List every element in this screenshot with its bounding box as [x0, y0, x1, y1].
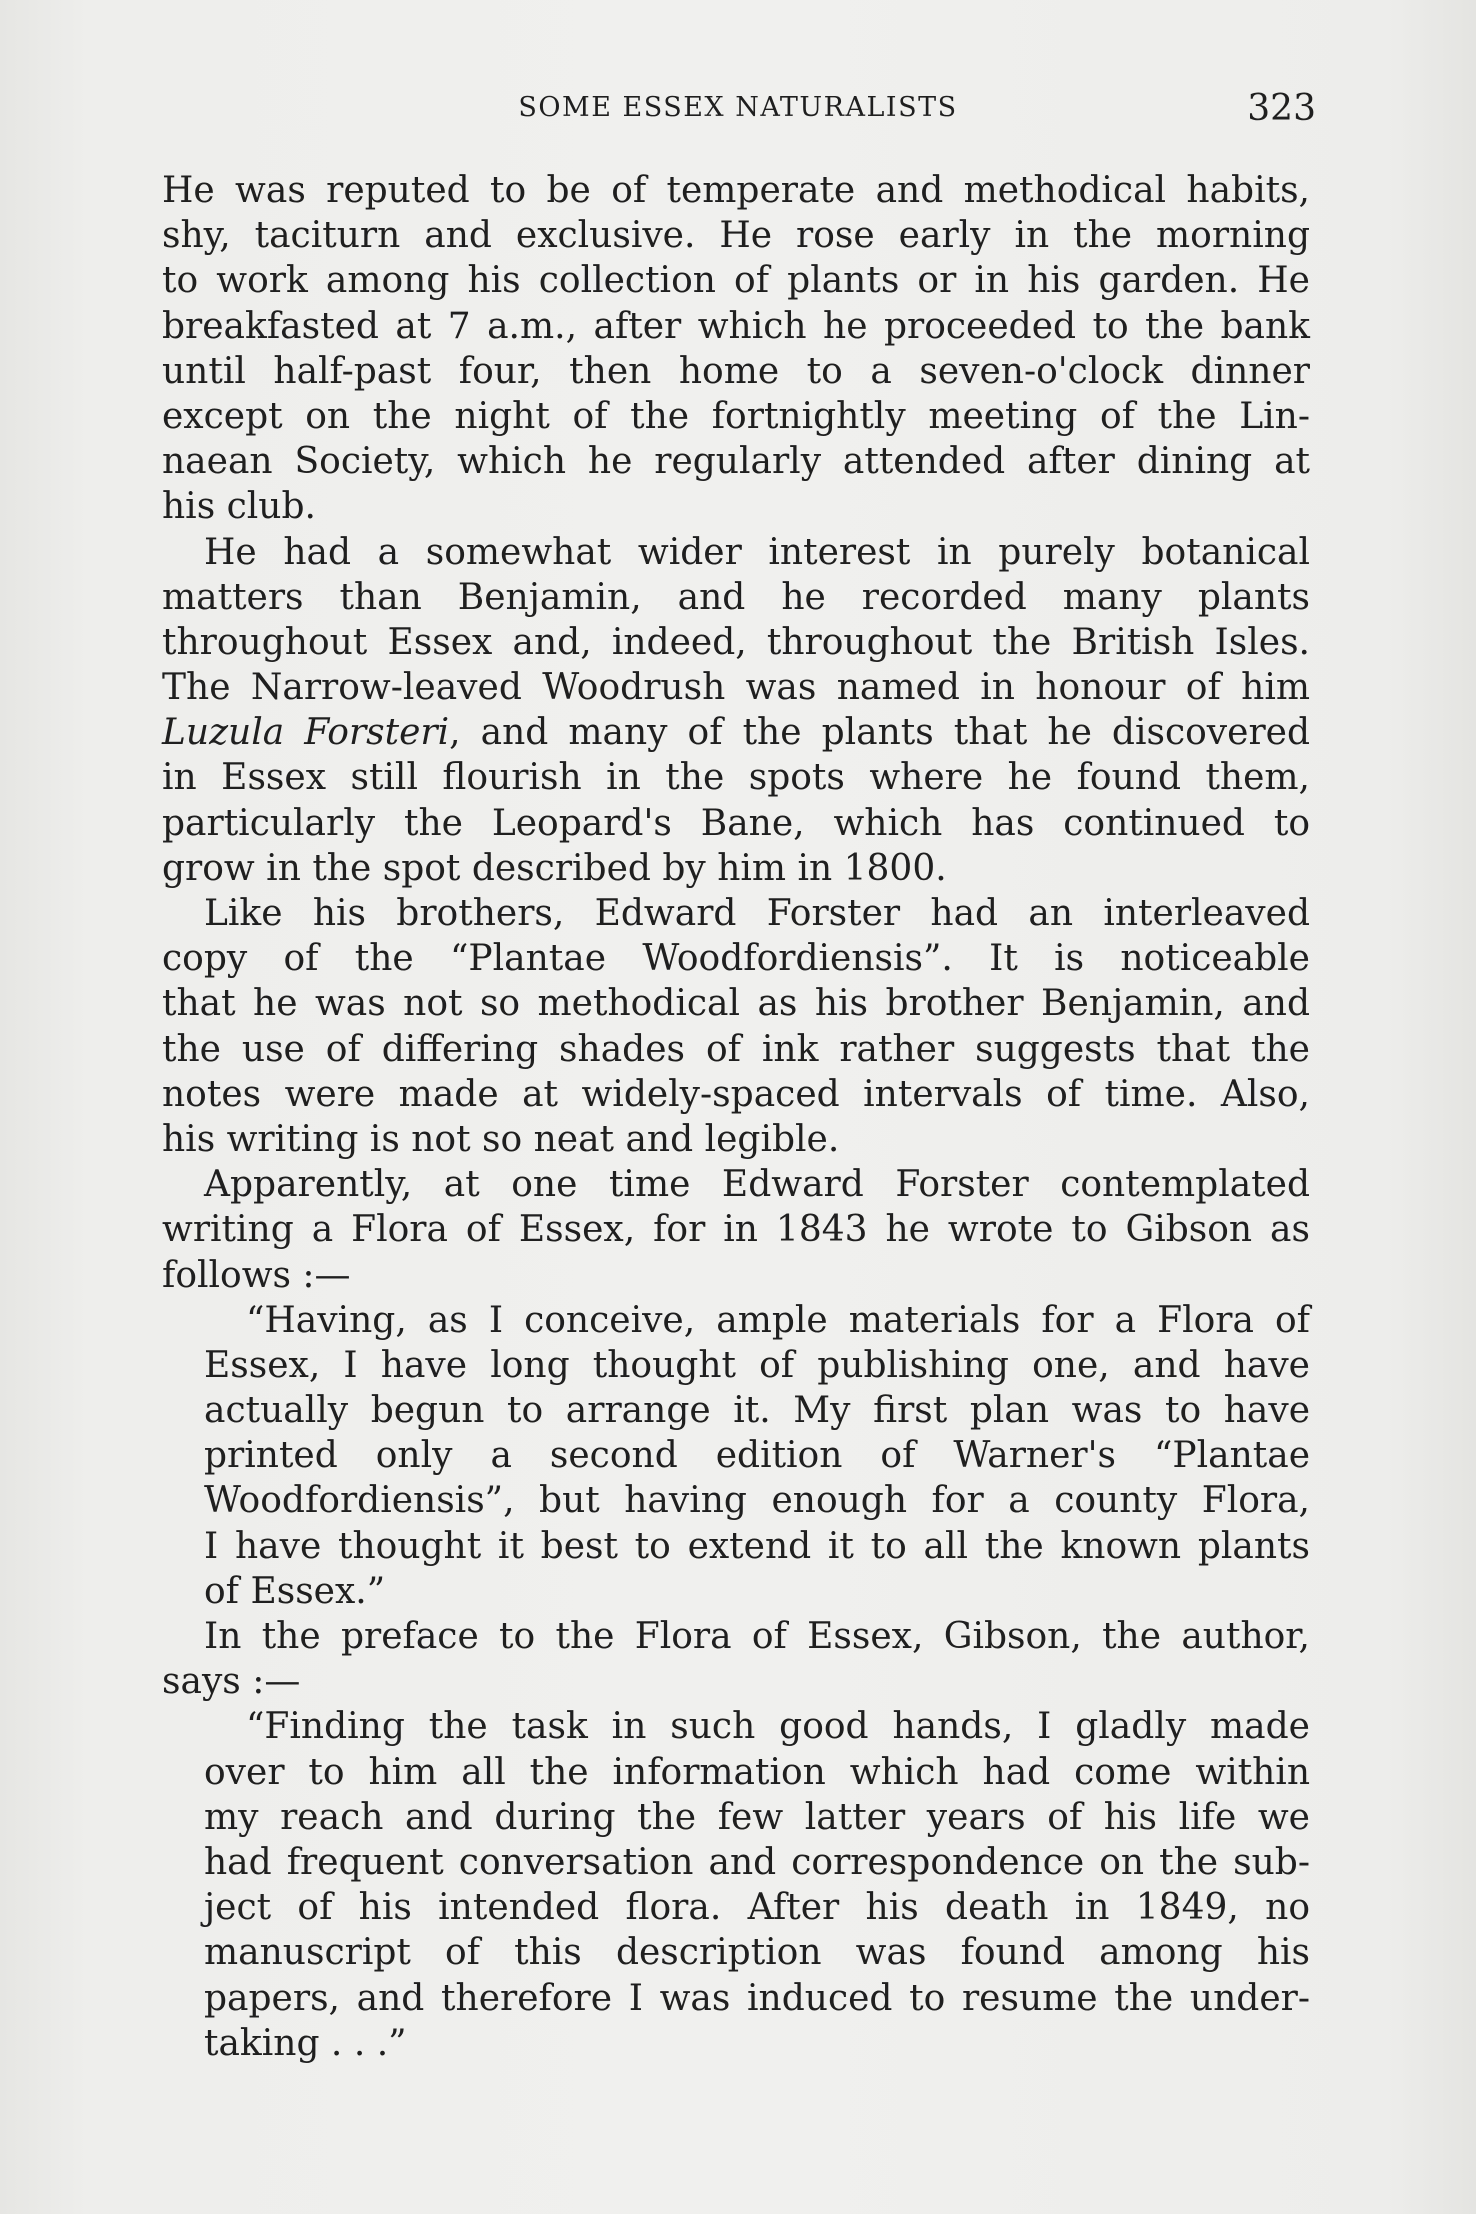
text-line: shy, taciturn and exclusive. He rose early in the morning — [162, 215, 1310, 257]
text-line: actually begun to arrange it. My first plan was to have — [204, 1390, 1310, 1432]
text-line: I have thought it best to extend it to all the known plants — [204, 1525, 1310, 1567]
text-line: says :— — [162, 1661, 301, 1703]
text-line: matters than Benjamin, and he recorded many plants — [162, 576, 1310, 618]
text-line: over to him all the information which had come within — [204, 1751, 1310, 1793]
text-line: papers, and therefore I was induced to resume the under- — [204, 1977, 1310, 2019]
text-line: of Essex.” — [204, 1570, 386, 1612]
text-line: printed only a second edition of Warner's “Plantae — [204, 1435, 1310, 1477]
running-head: SOME ESSEX NATURALISTS — [518, 92, 958, 123]
text-line: his club. — [162, 486, 316, 528]
text-line: particularly the Leopard's Bane, which has continued to — [162, 802, 1310, 844]
text-line: that he was not so methodical as his brother Benjamin, and — [162, 983, 1310, 1025]
text-line: grow in the spot described by him in 1800. — [162, 847, 947, 889]
text-line: ject of his intended flora. After his death in 1849, no — [204, 1887, 1310, 1929]
text-line: taking . . .” — [204, 2022, 407, 2064]
text-line: manuscript of this description was found among his — [204, 1932, 1310, 1974]
species-name: Luzula Forsteri — [162, 712, 450, 754]
text-line: had frequent conversation and correspondence on the sub- — [204, 1841, 1310, 1883]
text-line: notes were made at widely-spaced intervals of time. Also, — [162, 1073, 1310, 1115]
text-line: He had a somewhat wider interest in purely botanical — [204, 531, 1310, 573]
text-line: copy of the “Plantae Woodfordiensis”. It is noticeable — [162, 938, 1310, 980]
text-line: throughout Essex and, indeed, throughout the British Isles. — [162, 621, 1310, 663]
paragraph-4 — [162, 1162, 1310, 1298]
paragraph-3 — [162, 891, 1310, 1162]
text-fragment: , and many of the plants that he discovered — [449, 712, 1310, 754]
text-line: breakfasted at 7 a.m., after which he proceeded to the bank — [162, 305, 1310, 347]
page-header — [160, 88, 1316, 136]
text-line: follows :— — [162, 1254, 351, 1296]
block-quote-2 — [162, 1704, 1310, 2066]
text-line: He was reputed to be of temperate and methodical habits, — [162, 170, 1310, 211]
text-line: Woodfordiensis”, but having enough for a county Flora, — [204, 1480, 1310, 1522]
text-line: Essex, I have long thought of publishing one, and have — [204, 1344, 1310, 1386]
text-line: Apparently, at one time Edward Forster contemplated — [204, 1164, 1310, 1206]
text-line: Like his brothers, Edward Forster had an interleaved — [204, 893, 1310, 934]
text-line: in Essex still flourish in the spots where he found them, — [162, 757, 1310, 799]
text-line: to work among his collection of plants or in his garden. He — [162, 260, 1310, 302]
text-line: writing a Flora of Essex, for in 1843 he wrote to Gibson as — [162, 1209, 1310, 1251]
paragraph-5 — [162, 1614, 1310, 1704]
text-line-with-italic — [162, 710, 1310, 755]
block-quote-1 — [162, 1298, 1310, 1614]
text-line: his writing is not so neat and legible. — [162, 1118, 840, 1160]
paragraph-1 — [162, 168, 1310, 530]
page-number: 323 — [1247, 88, 1316, 129]
body-text — [162, 168, 1310, 2066]
text-line: In the preface to the Flora of Essex, Gibson, the author, — [204, 1616, 1310, 1657]
text-line: the use of differing shades of ink rather suggests that the — [162, 1028, 1310, 1070]
text-line: naean Society, which he regularly attended after dining at — [162, 441, 1310, 483]
text-line: except on the night of the fortnightly meeting of the Lin- — [162, 395, 1310, 437]
paragraph-2 — [162, 530, 1310, 892]
text-line: The Narrow-leaved Woodrush was named in honour of him — [162, 667, 1310, 709]
text-line: “Having, as I conceive, ample materials for a Flora of — [246, 1299, 1310, 1341]
text-line: my reach and during the few latter years of his life we — [204, 1796, 1310, 1838]
text-line: until half-past four, then home to a seven-o'clock dinner — [162, 350, 1310, 392]
text-line: “Finding the task in such good hands, I gladly made — [246, 1706, 1310, 1748]
